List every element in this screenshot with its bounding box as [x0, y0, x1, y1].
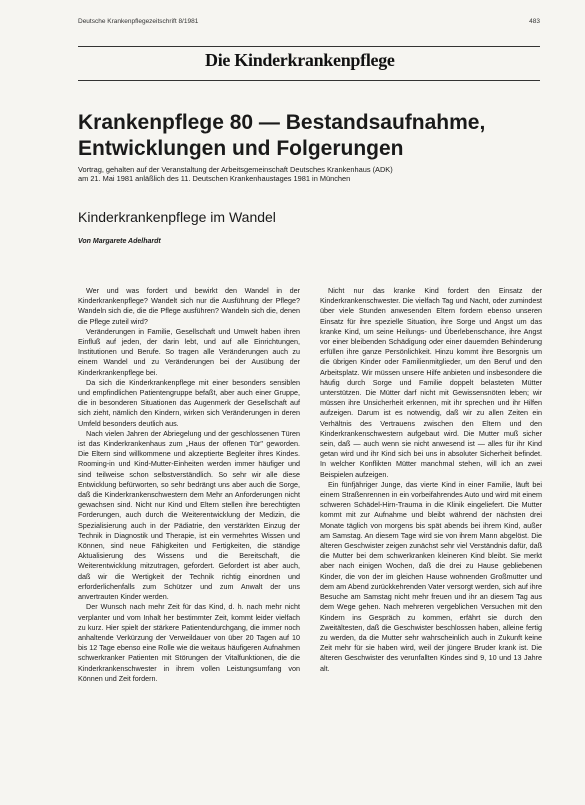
- intro-line-2: am 21. Mai 1981 anläßlich des 11. Deutschen Krankenhaustages 1981 in München: [78, 173, 351, 183]
- paragraph: Nicht nur das kranke Kind fordert den Einsatz der Kinderkrankenschwester. Die vielfach Tag und Nacht, oder zumindest über viele Stunden anwesenden Eltern fordern ebenso unseren Einsatz für ihre spezielle Situation, ihre Sorge und Angst um das kranke Kind, um seine Heilungs- und Überlebenschance, ihre Angst vor einer bleibenden Schädigung oder einer dauernden Behinderung erfüllen ihre ganze Persönlichkeit. Hinzu kommt ihre Besorgnis um die übrigen Kinder oder Familienmitglieder, um den Beruf und den Arbeitsplatz. Wir müssen unsere Hilfe anbieten und insbesondere die häufig durch Sorge und Familie doppelt belasteten Mütter unterstützen. Die Mütter darf nicht mit Gewissensnöten leben; wir müssen ihre Unsicherheit erkennen, mit ihr sprechen und ihr Hilfen aufzeigen. Darum ist es notwendig, daß wir zu allen Zeiten ein Verhältnis des Vertrauens zwischen den Eltern und den Kinderkrankenschwestern aufgebaut wird. Die Mutter muß sicher sein, daß — auch wenn sie nicht anwesend ist — alles für ihr Kind getan wird und ihr Kind sich bei uns in absoluter Sicherheit befindet. In welcher Konflikten Mütter manchmal stehen, will ich an zwei Beispielen aufzeigen.: [320, 286, 542, 479]
- paragraph: Da sich die Kinderkrankenpflege mit einer besonders sensiblen und empfindlichen Patientengruppe befaßt, aber auch einer Gruppe, die in besonderen Situationen das Augenmerk der Gesellschaft auf sich zieht, nämlich den Kindern, wirken sich Veränderungen in deren Umfeld besonders deutlich aus.: [78, 377, 300, 428]
- intro-line-1: Vortrag, gehalten auf der Veranstaltung der Arbeitsgemeinschaft Deutsches Krankenhaus (ADK): [78, 165, 393, 174]
- paragraph: Veränderungen in Familie, Gesellschaft und Umwelt haben ihren Einfluß auf jeden, der darin lebt, und auf alle Einrichtungen, Institutionen und Berufe. So tragen alle Veränderungen auch zu einem Wandel und zu Veränderungen bei der Ausübung der Kinderkrankenpflege bei.: [78, 326, 300, 377]
- paragraph: Ein fünfjähriger Junge, das vierte Kind in einer Familie, läuft bei einem Straßenrennen in ein vorbeifahrendes Auto und wird mit einem schweren Schädel-Hirn-Trauma in die Klinik eingeliefert. Die Mutter kommt mit zur Aufnahme und bleibt während der nächsten drei Monate täglich von morgens bis spät abends bei ihrem Kind, außer am Samstag. An diesem Tage wird sie von ihrem Mann abgelöst. Die älteren Geschwister zeigen zunächst sehr viel Verständnis dafür, daß die Mutter bei dem schwerkranken kleineren Kind bleibt. Sie merkt aber nach einigen Wochen, daß die drei zu Hause gebliebenen Kinder, die von der im gleichen Hause wohnenden Großmutter und dem am Abend zurückkehrenden Vater versorgt werden, sich auf ihre Besuche am Samstag nicht mehr freuen und ihr an diesem Tag aus dem Wege gehen. Nach mehreren vergeblichen Versuchen mit den Kindern ins Gespräch zu kommen, erfährt sie durch den Zweitältesten, daß die Geschwister beschlossen haben, alleine fertig zu werden, da die Mutter sehr wahrscheinlich auch in Zukunft keine Zeit mehr für sie haben wird, weil der jüngere Bruder krank ist. Die älteren Geschwister des verunfallten Kindes sind 9, 10 und 13 Jahre alt.: [320, 479, 542, 673]
- article-title-line-2: Entwicklungen und Folgerungen: [78, 137, 404, 160]
- paragraph: Nach vielen Jahren der Abriegelung und der geschlossenen Türen ist das Kinderkrankenhaus zum „Haus der offenen Tür" geworden. Die Eltern sind willkommene und akzeptierte Begleiter ihres Kindes. Rooming-in und Kind-Mutter-Einheiten werden immer häufiger und sind teilweise schon selbstverständlich. So sehr wir alle diese Entwicklung befürworten, so sehr bedrängt uns aber auch die Sorge, daß die Kinderkrankenschwestern dem Mehr an Anforderungen nicht gewachsen sind. Nicht nur Kind und Eltern stellen ihre berechtigten Forderungen, auch durch die Weiterentwicklung der Medizin, die Spezialisierung auch in der Pädiatrie, den verstärkten Einzug der Technik in Diagnostik und Therapie, ist ein vermehrtes Wissen und Können, sind neue Fähigkeiten und Fertigkeiten, die ständige Aktualisierung des Wissens und die Bereitschaft, die Weiterentwicklung mitzutragen, gefordert. Gefordert ist aber auch, daß wir die Wertigkeit der Technik richtig einordnen und erforderlichenfalls zum Schützer und zum Anwalt der uns anvertrauten Kinder werden.: [78, 428, 300, 602]
- article-title-line-1: Krankenpflege 80 — Bestandsaufnahme,: [78, 111, 486, 134]
- journal-name: Deutsche Krankenpflegezeitschrift 8/1981: [78, 18, 199, 25]
- article-intro: [78, 166, 544, 184]
- running-header: [78, 18, 540, 25]
- paragraph: Der Wunsch nach mehr Zeit für das Kind, d. h. nach mehr nicht verplanter und vom Inhalt her bestimmter Zeit, kommt leider vielfach zu kurz. Hier spielt der stärkere Patientendurchgang, die immer noch anhaltende Verkürzung der Verweildauer von über 20 Tagen auf 10 bis 12 Tage ebenso eine Rolle wie die weitaus häufigeren Aufnahmen schwerkranker Patienten mit Störungen der Vitalfunktionen, die die Kinderkrankenschwester in ihrem vollen Leistungsumfang von Können und Zeit fordern.: [78, 602, 300, 683]
- left-column: [78, 286, 300, 684]
- banner-rule-top: [78, 46, 540, 47]
- author-byline: Von Margarete Adelhardt: [78, 238, 161, 245]
- page-number: 483: [529, 18, 540, 25]
- paragraph: Wer und was fordert und bewirkt den Wandel in der Kinderkrankenpflege? Wandelt sich nur die Ausführung der Pflege? Wandeln sich die, die die Pflege ausführen? Wandeln sich die, denen die Pflege zuteil wird?: [78, 286, 300, 326]
- banner-rule-bottom: [78, 80, 540, 81]
- right-column: [320, 286, 542, 674]
- article-title: [78, 110, 548, 162]
- article-subtitle: Kinderkrankenpflege im Wandel: [78, 209, 276, 225]
- section-banner: Die Kinderkrankenpflege: [205, 50, 395, 70]
